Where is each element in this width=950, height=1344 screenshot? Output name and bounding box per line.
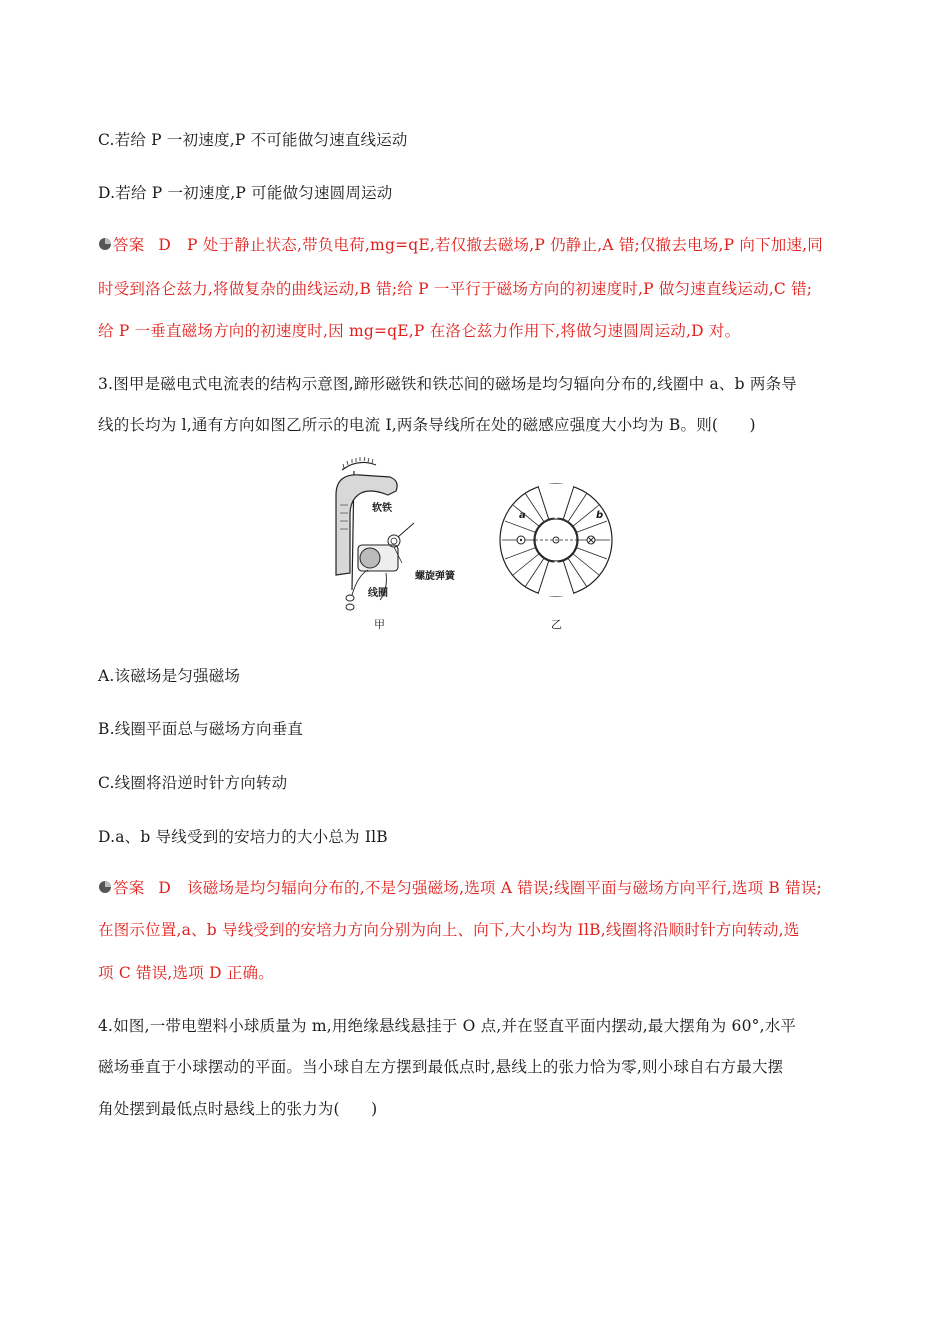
radial-field-figure	[497, 481, 615, 599]
label-spiral-spring: 螺旋弹簧	[415, 571, 455, 582]
q3-option-b: B.线圈平面总与磁场方向垂直	[98, 720, 304, 738]
label-coil: 线圈	[368, 588, 388, 599]
q3-option-d: D.a、b 导线受到的安培力的大小总为 IlB	[98, 828, 388, 846]
q3-answer-line-2: 在图示位置,a、b 导线受到的安培力方向分别为向上、向下,大小均为 IlB,线圈将沿顺时针方向转动,选	[98, 921, 800, 939]
q2-answer-line-1	[98, 233, 823, 255]
q2-option-c: C.若给 P 一初速度,P 不可能做匀速直线运动	[98, 131, 408, 149]
q4-stem-line-3: 角处摆到最低点时悬线上的张力为( )	[98, 1100, 378, 1118]
q3-option-a: A.该磁场是匀强磁场	[98, 667, 241, 685]
answer-explanation: 该磁场是均匀辐向分布的,不是匀强磁场,选项 A 错误;线圈平面与磁场方向平行,选项 B 错误;	[187, 879, 822, 897]
label-wire-a: a	[519, 510, 526, 521]
q3-stem-line-2: 线的长均为 l,通有方向如图乙所示的电流 I,两条导线所在处的磁感应强度大小均为 B。则( )	[98, 416, 756, 434]
q2-answer-line-2: 时受到洛仑兹力,将做复杂的曲线运动,B 错;给 P 一平行于磁场方向的初速度时,P 做匀速直线运动,C 错;	[98, 280, 813, 298]
figure-caption-jia: 甲	[374, 618, 385, 631]
q3-stem-line-1: 3.图甲是磁电式电流表的结构示意图,蹄形磁铁和铁芯间的磁场是均匀辐向分布的,线圈中 a、b 两条导	[98, 375, 797, 393]
q2-answer-line-3: 给 P 一垂直磁场方向的初速度时,因 mg=qE,P 在洛仑兹力作用下,将做匀速圆周运动,D 对。	[98, 322, 741, 340]
answer-letter: D	[158, 236, 172, 254]
q3-answer-line-3: 项 C 错误,选项 D 正确。	[98, 964, 274, 982]
answer-letter: D	[158, 879, 172, 897]
answer-icon	[98, 237, 112, 251]
answer-label: 答案	[113, 879, 145, 897]
q3-answer-line-1	[98, 876, 822, 898]
q3-option-c: C.线圈将沿逆时针方向转动	[98, 774, 288, 792]
q4-stem-line-1: 4.如图,一带电塑料小球质量为 m,用绝缘悬线悬挂于 O 点,并在竖直平面内摆动,最大摆角为 60°,水平	[98, 1017, 797, 1035]
answer-icon	[98, 880, 112, 894]
label-wire-b: b	[596, 510, 604, 521]
answer-explanation: P 处于静止状态,带负电荷,mg=qE,若仅撤去磁场,P 仍静止,A 错;仅撤去电场,P 向下加速,同	[187, 236, 823, 254]
q4-stem-line-2: 磁场垂直于小球摆动的平面。当小球自左方摆到最低点时,悬线上的张力恰为零,则小球自右方最大摆	[98, 1058, 784, 1076]
label-soft-iron: 软铁	[372, 503, 392, 514]
figure-caption-yi: 乙	[551, 618, 562, 631]
answer-label: 答案	[113, 236, 145, 254]
q2-option-d: D.若给 P 一初速度,P 可能做匀速圆周运动	[98, 184, 393, 202]
